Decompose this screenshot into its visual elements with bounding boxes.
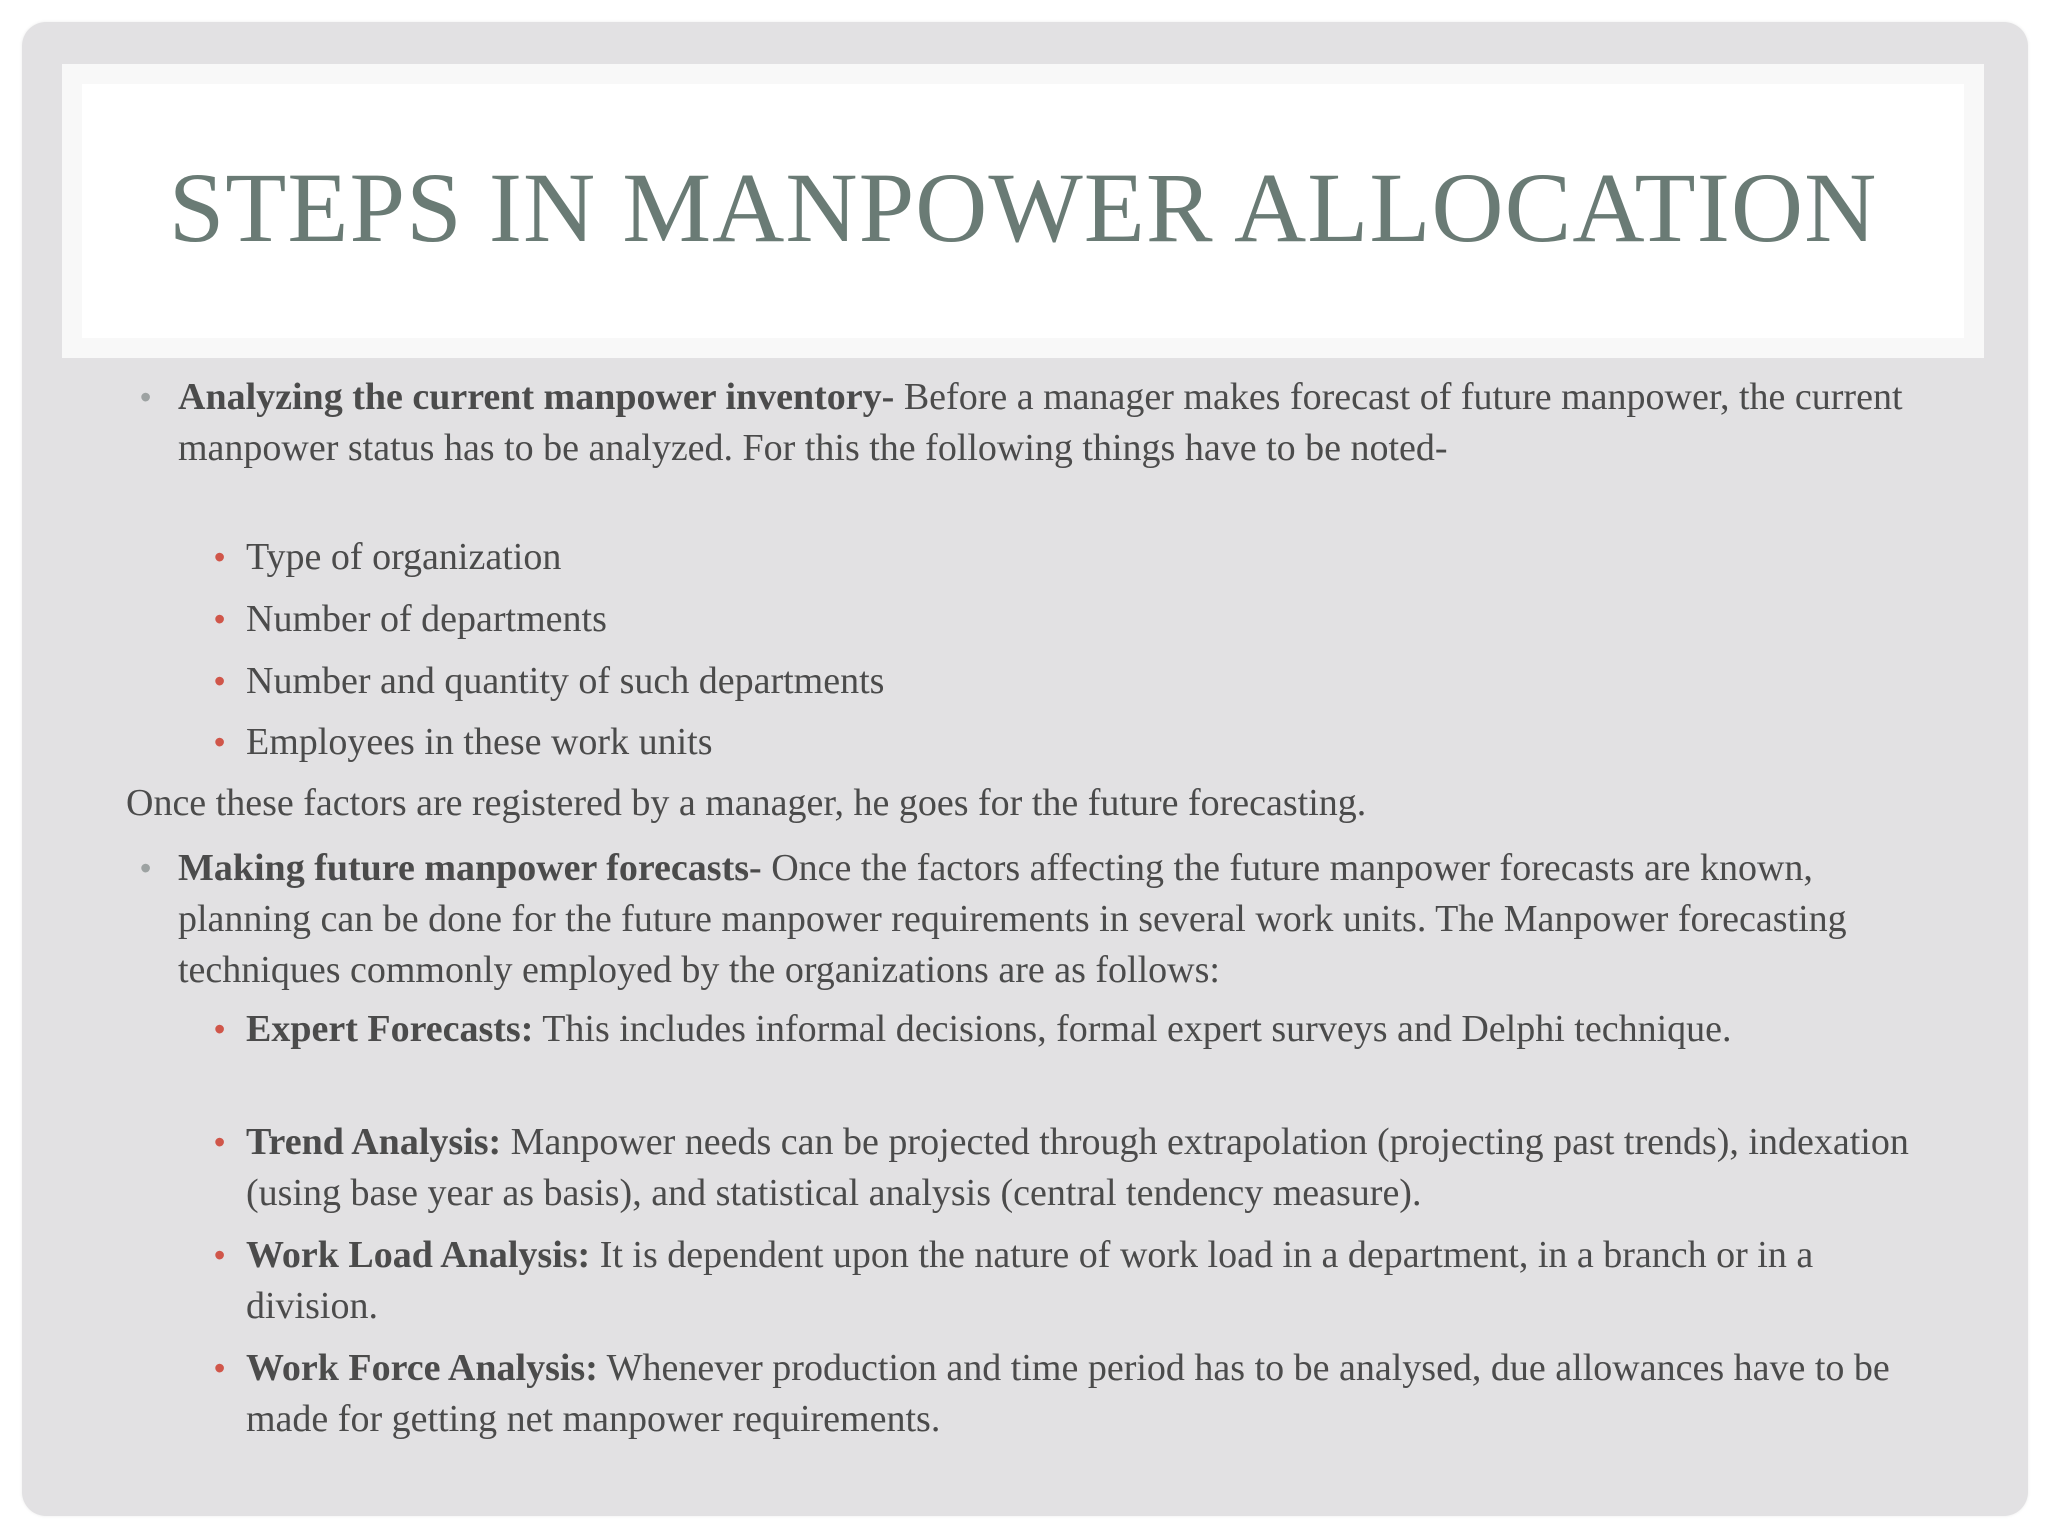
bullet-text: Once the factors affecting the future manpower forecasts are known, planning can be done for the future manpower requirements in several work units. The Manpower forecasting techniques commonly employed by the organizations are as follows: — [178, 847, 1847, 991]
bullet-analyzing-inventory — [140, 372, 1938, 474]
sub-bullet-dot-icon: • — [214, 1011, 226, 1047]
sub-bullet-label: Trend Analysis: — [246, 1121, 502, 1163]
sub-bullet-item — [214, 532, 1946, 583]
sub-bullet-text: Whenever production and time period has to be analysed, due allowances have to be made for getting net manpower requirements. — [246, 1347, 1890, 1440]
sub-bullet-work-force-analysis — [214, 1343, 1946, 1445]
sub-bullet-item — [214, 656, 1946, 707]
sub-bullet-label: Work Force Analysis: — [246, 1347, 598, 1389]
sub-bullet-dot-icon: • — [214, 601, 226, 637]
sub-bullet-text: Manpower needs can be projected through extrapolation (projecting past trends), indexation (using base year as basis), and statistical analysis (central tendency measure). — [246, 1121, 1909, 1214]
sub-bullet-text: Number of departments — [246, 598, 607, 640]
sub-bullet-dot-icon: • — [214, 1237, 226, 1273]
bullet-text: Before a manager makes forecast of future manpower, the current manpower status has to be analyzed. For this the following things have to be noted- — [178, 376, 1903, 469]
sub-bullet-text: Employees in these work units — [246, 721, 713, 763]
sub-bullet-dot-icon: • — [214, 724, 226, 760]
sub-bullet-text: It is dependent upon the nature of work load in a department, in a branch or in a division. — [246, 1234, 1814, 1327]
sub-bullet-label: Work Load Analysis: — [246, 1234, 591, 1276]
bridge-text: Once these factors are registered by a manager, he goes for the future forecasting. — [126, 782, 1367, 824]
bullet-dot-icon: • — [140, 379, 152, 415]
bullet-dot-icon: • — [140, 850, 152, 886]
sub-bullet-item — [214, 717, 1946, 768]
sub-bullet-dot-icon: • — [214, 1124, 226, 1160]
bullet-heading: Analyzing the current manpower inventory- — [178, 376, 895, 418]
sub-bullet-dot-icon: • — [214, 539, 226, 575]
bullet-future-forecasts — [140, 843, 1938, 996]
sub-bullet-label: Expert Forecasts: — [246, 1008, 534, 1050]
sub-bullet-text: Number and quantity of such departments — [246, 660, 885, 702]
sub-bullet-work-load-analysis — [214, 1230, 1946, 1332]
sub-bullet-item — [214, 594, 1946, 645]
title-frame — [62, 64, 1984, 358]
bullet-heading: Making future manpower forecasts- — [178, 847, 762, 889]
title-box — [82, 84, 1964, 338]
sub-bullet-text: This includes informal decisions, formal expert surveys and Delphi technique. — [533, 1008, 1732, 1050]
sub-bullet-trend-analysis — [214, 1117, 1946, 1219]
sub-bullet-text: Type of organization — [246, 536, 562, 578]
sub-bullet-expert-forecasts — [214, 1004, 1946, 1055]
sub-bullet-dot-icon: • — [214, 1350, 226, 1386]
slide-title: STEPS IN MANPOWER ALLOCATION — [168, 151, 1878, 263]
sub-bullet-dot-icon: • — [214, 663, 226, 699]
